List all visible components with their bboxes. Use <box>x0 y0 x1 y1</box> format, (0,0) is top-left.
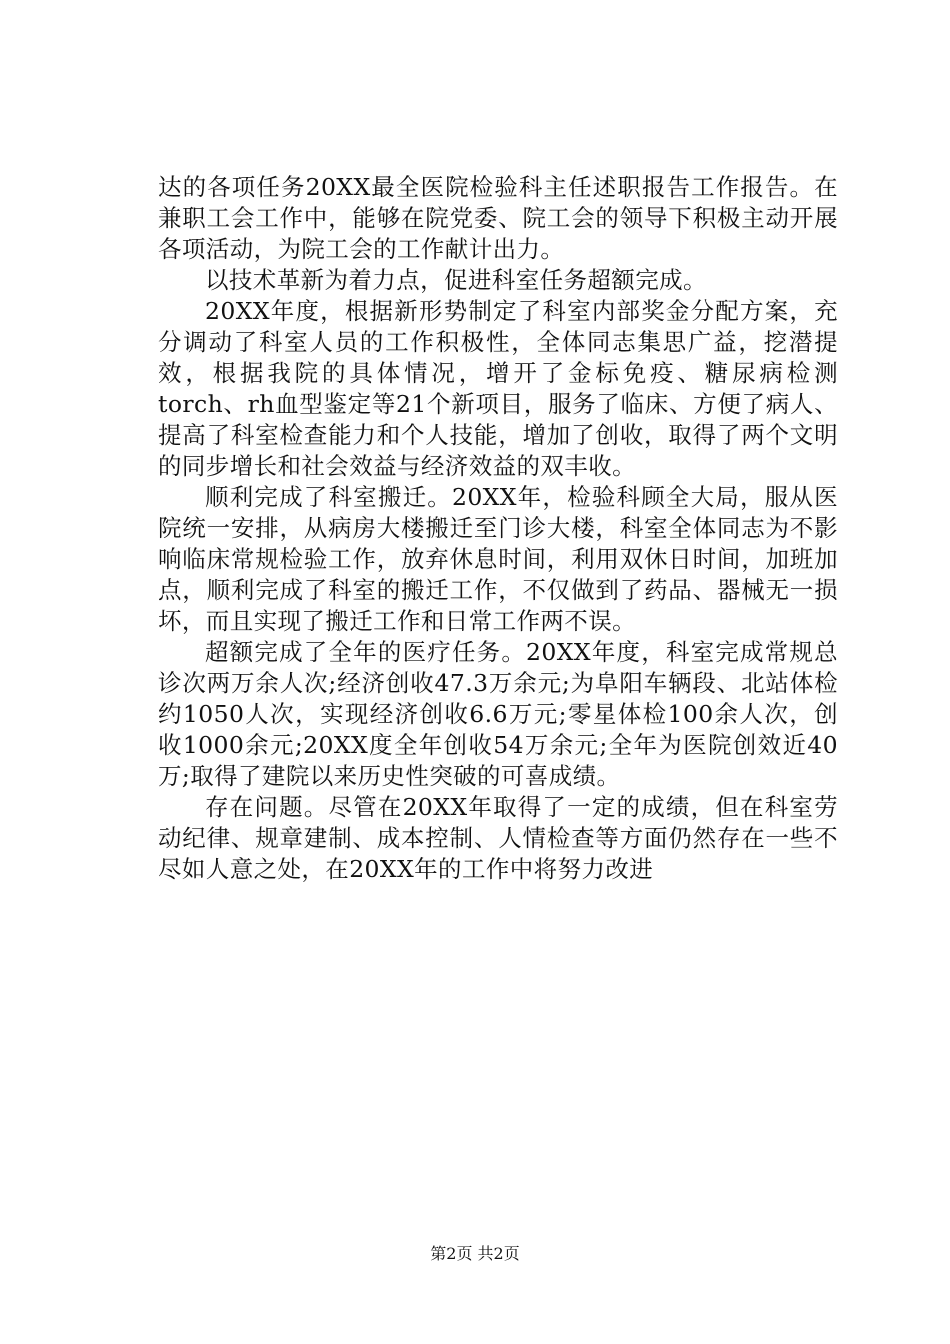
paragraph-tech-innovation-heading: 以技术革新为着力点，促进科室任务超额完成。 <box>205 266 707 294</box>
paragraph-medical-tasks: 超额完成了全年的医疗任务。20XX年度，科室完成常规总诊次两万余人次;经济创收47.3万余元;为阜阳车辆段、北站体检约1050人次，实现经济创收6.6万元;零星体检100余人次，创收1000余元;20XX度全年创收54万余元;全年为医院创效近40万;取得了建院以来历史性突破的可喜成绩。 <box>158 638 838 790</box>
paragraph-existing-problems: 存在问题。尽管在20XX年取得了一定的成绩，但在科室劳动纪律、规章建制、成本控制、人情检查等方面仍然存在一些不尽如人意之处，在20XX年的工作中将努力改进 <box>158 793 838 883</box>
document-body <box>158 172 838 885</box>
paragraph-new-projects: 20XX年度，根据新形势制定了科室内部奖金分配方案，充分调动了科室人员的工作积极性，全体同志集思广益，挖潜提效，根据我院的具体情况，增开了金标免疫、糖尿病检测torch、rh血型鉴定等21个新项目，服务了临床、方便了病人、提高了科室检查能力和个人技能，增加了创收，取得了两个文明的同步增长和社会效益与经济效益的双丰收。 <box>158 297 838 480</box>
paragraph-department-relocation: 顺利完成了科室搬迁。20XX年，检验科顾全大局，服从医院统一安排，从病房大楼搬迁至门诊大楼，科室全体同志为不影响临床常规检验工作，放弃休息时间，利用双休日时间，加班加点，顺利完成了科室的搬迁工作，不仅做到了药品、器械无一损坏，而且实现了搬迁工作和日常工作两不误。 <box>158 483 838 635</box>
paragraph-continuation: 达的各项任务20XX最全医院检验科主任述职报告工作报告。在兼职工会工作中，能够在院党委、院工会的领导下积极主动开展各项活动，为院工会的工作献计出力。 <box>158 173 838 263</box>
page-number-footer: 第2页 共2页 <box>430 1244 520 1263</box>
